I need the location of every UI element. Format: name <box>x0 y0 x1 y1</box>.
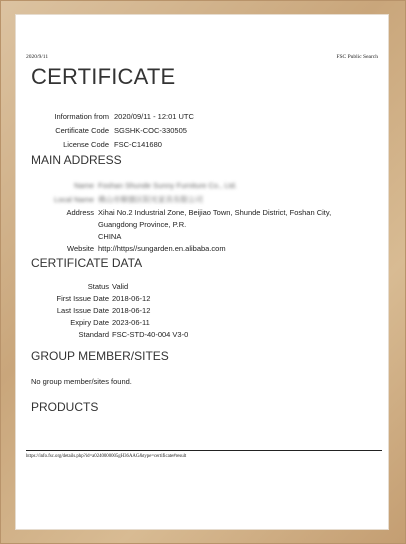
address-row-website <box>0 243 406 255</box>
section-certificate-data: CERTIFICATE DATA <box>31 256 143 270</box>
address-value: Xihai No.2 Industrial Zone, Beijiao Town, Shunde District, Foshan City, <box>98 208 332 217</box>
info-row-information-from <box>0 111 406 123</box>
cert-data-row-expiry <box>0 317 406 329</box>
section-products: PRODUCTS <box>31 400 99 414</box>
info-label: Certificate Code <box>55 126 109 135</box>
cert-data-label: Last Issue Date <box>56 306 109 315</box>
address-row-address <box>0 207 406 219</box>
address-label: Website <box>67 244 94 253</box>
info-value: 2020/09/11 - 12:01 UTC <box>114 112 194 121</box>
print-date: 2020/9/11 <box>26 54 49 60</box>
cert-data-value: Valid <box>112 282 129 291</box>
footer-url: https://info.fsc.org/details.php?id=a0240000005gH36AAG&type=certificate#result <box>26 454 187 459</box>
certificate-page <box>15 14 389 530</box>
address-label: Name <box>73 181 94 190</box>
cert-data-row-status <box>0 281 406 293</box>
info-label: License Code <box>63 140 109 149</box>
cert-data-value: 2023-06-11 <box>112 318 150 327</box>
cert-data-row-last-issue <box>0 305 406 317</box>
address-row-address-country <box>0 231 406 243</box>
page-title: CERTIFICATE <box>31 64 176 89</box>
cert-data-value: 2018-06-12 <box>112 306 151 315</box>
address-row-local-name <box>0 194 406 206</box>
cert-data-label: Expiry Date <box>70 318 109 327</box>
address-value: Foshan Shunde Sunny Furniture Co., Ltd. <box>98 181 237 190</box>
address-value: 佛山市顺德区阳光家具有限公司 <box>98 195 203 204</box>
cert-data-row-standard <box>0 329 406 341</box>
info-row-certificate-code <box>0 125 406 137</box>
cert-data-label: Standard <box>78 330 109 339</box>
info-value: FSC-C141680 <box>114 140 162 149</box>
footer-divider <box>26 450 382 451</box>
cert-data-value: FSC-STD-40-004 V3-0 <box>112 330 189 339</box>
cert-data-value: 2018-06-12 <box>112 294 151 303</box>
cert-data-label: Status <box>87 282 109 291</box>
cert-data-row-first-issue <box>0 293 406 305</box>
print-site-title: FSC Public Search <box>336 54 378 60</box>
address-value: Guangdong Province, P.R. <box>98 220 187 229</box>
address-label: Local Name <box>53 195 94 204</box>
address-row-address-cont <box>0 219 406 231</box>
website-link[interactable]: http://https//sungarden.en.alibaba.com <box>98 244 226 253</box>
cert-data-label: First Issue Date <box>56 294 109 303</box>
no-group-sites-message: No group member/sites found. <box>31 377 132 386</box>
address-row-name <box>0 180 406 192</box>
address-value: CHINA <box>98 232 122 241</box>
info-row-license-code <box>0 139 406 151</box>
info-value: SGSHK-COC-330505 <box>114 126 187 135</box>
info-label: Information from <box>54 112 109 121</box>
address-label: Address <box>66 208 94 217</box>
section-group-member-sites: GROUP MEMBER/SITES <box>31 349 169 363</box>
section-main-address: MAIN ADDRESS <box>31 153 122 167</box>
